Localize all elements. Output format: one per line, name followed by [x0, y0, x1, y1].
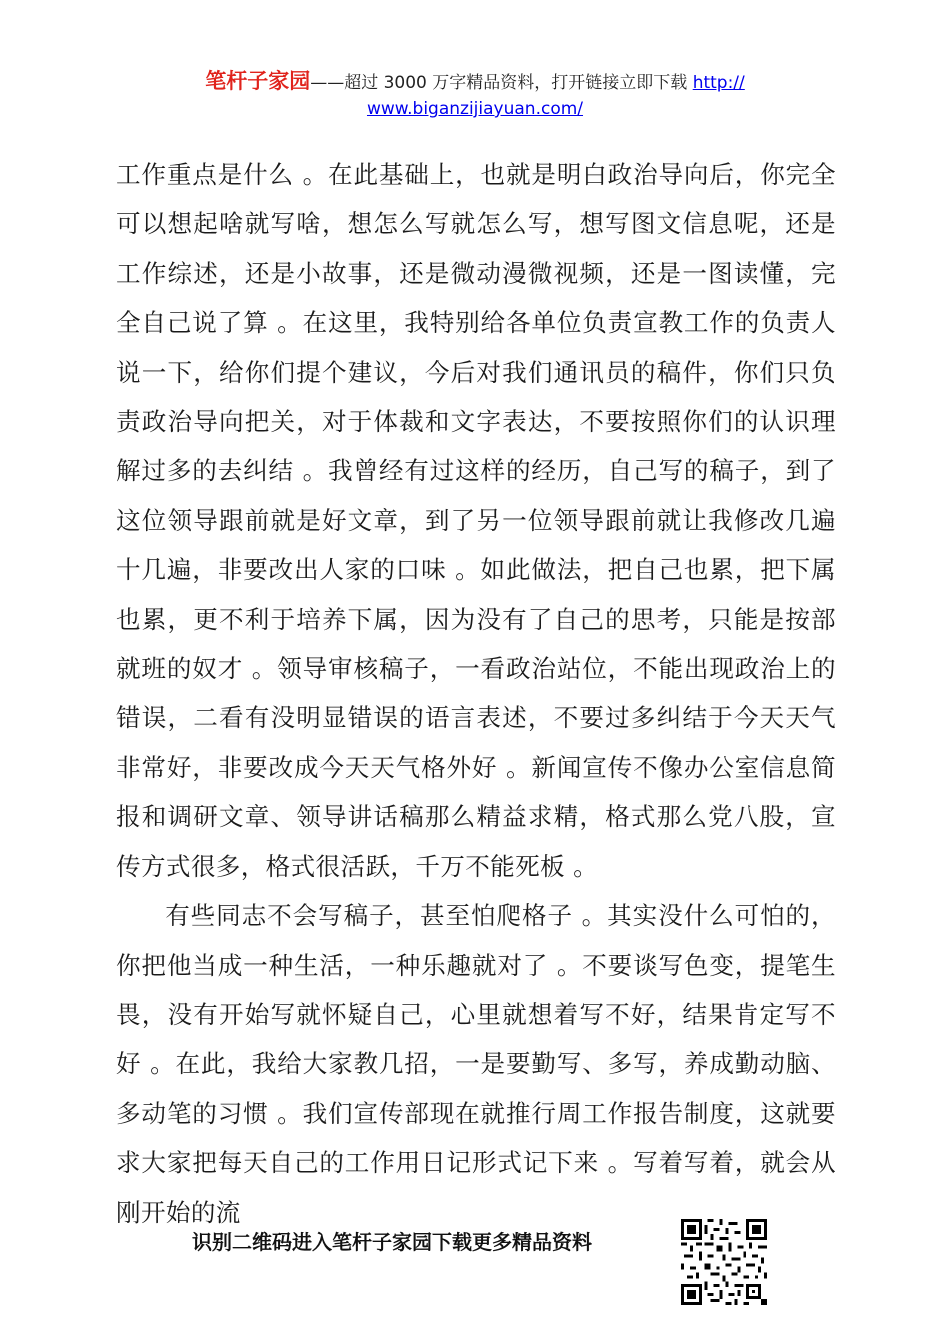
paragraph: 工作重点是什么 。在此基础上，也就是明白政治导向后，你完全可以想起啥就写啥，想怎么写就怎么写，想写图文信息呢，还是工作综述，还是小故事，还是微动漫微视频，还是一图读懂，完全自己说了算 。在这里，我特别给各单位负责宣教工作的负责人说一下，给你们提个建议，今后对我们通讯员的稿件，你们只负责政治导向把关，对于体裁和文字表达，不要按照你们的认识理解过多的去纠结 。我曾经有过这样的经历，自己写的稿子，到了这位领导跟前就是好文章，到了另一位领导跟前就让我修改几遍十几遍，非要改出人家的口味 。如此做法，把自己也累，把下属也累，更不利于培养下属，因为没有了自己的思考，只能是按部就班的奴才 。领导审核稿子，一看政治站位，不能出现政治上的错误，二看有没明显错误的语言表述，不要过多纠结于今天天气非常好，非要改成今天天气格外好 。新闻宣传不像办公室信息简报和调研文章、领导讲话稿那么精益求精，格式那么党八股，宣传方式很多，格式很活跃，千万不能死板 。 — [116, 160, 836, 881]
document-body — [116, 150, 836, 1237]
qr-code-icon[interactable] — [681, 1219, 767, 1305]
page-header — [0, 68, 950, 122]
brand-name: 笔杆子家园 — [205, 69, 311, 93]
footer-caption: 识别二维码进入笔杆子家园下载更多精品资料 — [192, 1230, 592, 1254]
paragraph: 有些同志不会写稿子，甚至怕爬格子 。其实没什么可怕的，你把他当成一种生活，一种乐趣就对了 。不要谈写色变，提笔生畏，没有开始写就怀疑自己，心里就想着写不好，结果肯定写不好 。在此，我给大家教几招，一是要勤写、多写，养成勤动脑、多动笔的习惯 。我们宣传部现在就推行周工作报告制度，这就要求大家把每天自己的工作用日记形式记下来 。写着写着，就会从刚开始的流 — [116, 901, 836, 1227]
header-tagline: ——超过 3000 万字精品资料，打开链接立即下载 — [310, 73, 693, 93]
site-link-part1[interactable]: http:// — [692, 73, 745, 93]
site-link-part2[interactable]: www.biganzijiayuan.com/ — [366, 99, 584, 119]
